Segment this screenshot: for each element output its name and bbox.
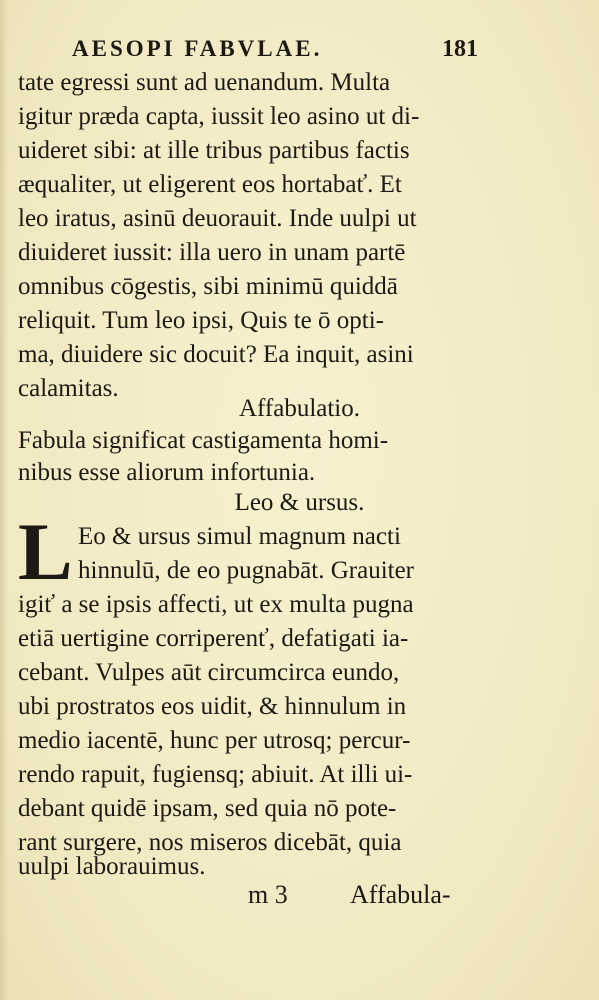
signature-mark: m 3: [248, 880, 288, 909]
text-line: æqualiter, ut eligerent eos hortabať. Et: [18, 171, 402, 198]
fable-title: Leo & ursus.: [234, 489, 365, 516]
text-line: leo iratus, asinū deuorauit. Inde uulpi ut: [18, 205, 417, 232]
drop-cap-initial: L: [18, 506, 73, 597]
text-line: uulpi laborauimus.: [18, 853, 206, 880]
text-line: igitur præda capta, iussit leo asino ut di-: [18, 103, 420, 130]
text-line: diuideret iussit: illa uero in unam partē: [18, 239, 406, 266]
text-line: cebant. Vulpes aūt circumcirca eundo,: [18, 659, 400, 686]
text-line: rant surgere, nos miseros dicebāt, quia: [18, 829, 402, 856]
text-line: igiť a se ipsis affecti, ut ex multa pugna: [18, 591, 414, 618]
text-line: medio iacentē, hunc per utrosq; percur-: [18, 727, 411, 754]
text-line: rendo rapuit, fugiensq; abiuit. At illi ui-: [18, 761, 413, 788]
text-line: Eo & ursus simul magnum nacti: [78, 523, 401, 550]
text-line: etiā uertigine corriperenť, defatigati ia-: [18, 625, 409, 652]
section-heading-affabulatio: Affabulatio.: [238, 395, 361, 422]
running-title: AESOPI FABVLAE.: [72, 36, 323, 61]
text-line: tate egressi sunt ad uenandum. Multa: [18, 69, 391, 96]
text-line: ma, diuidere sic docuit? Ea inquit, asini: [18, 341, 414, 368]
text-line: Fabula significat castigamenta homi-: [18, 427, 389, 454]
text-line: nibus esse aliorum infortunia.: [18, 459, 316, 486]
text-line: hinnulū, de eo pugnabāt. Grauiter: [78, 557, 415, 584]
text-line: calamitas.: [18, 375, 119, 402]
catchword: Affabula-: [350, 880, 451, 909]
text-line: reliquit. Tum leo ipsi, Quis te ō opti-: [18, 307, 384, 334]
text-line: ubi prostratos eos uidit, & hinnulum in: [18, 693, 407, 720]
text-line: uideret sibi: at ille tribus partibus factis: [18, 137, 410, 164]
page-number: 181: [442, 36, 478, 62]
text-line: omnibus cōgestis, sibi minimū quiddā: [18, 273, 398, 300]
text-line: debant quidē ipsam, sed quia nō pote-: [18, 795, 397, 822]
